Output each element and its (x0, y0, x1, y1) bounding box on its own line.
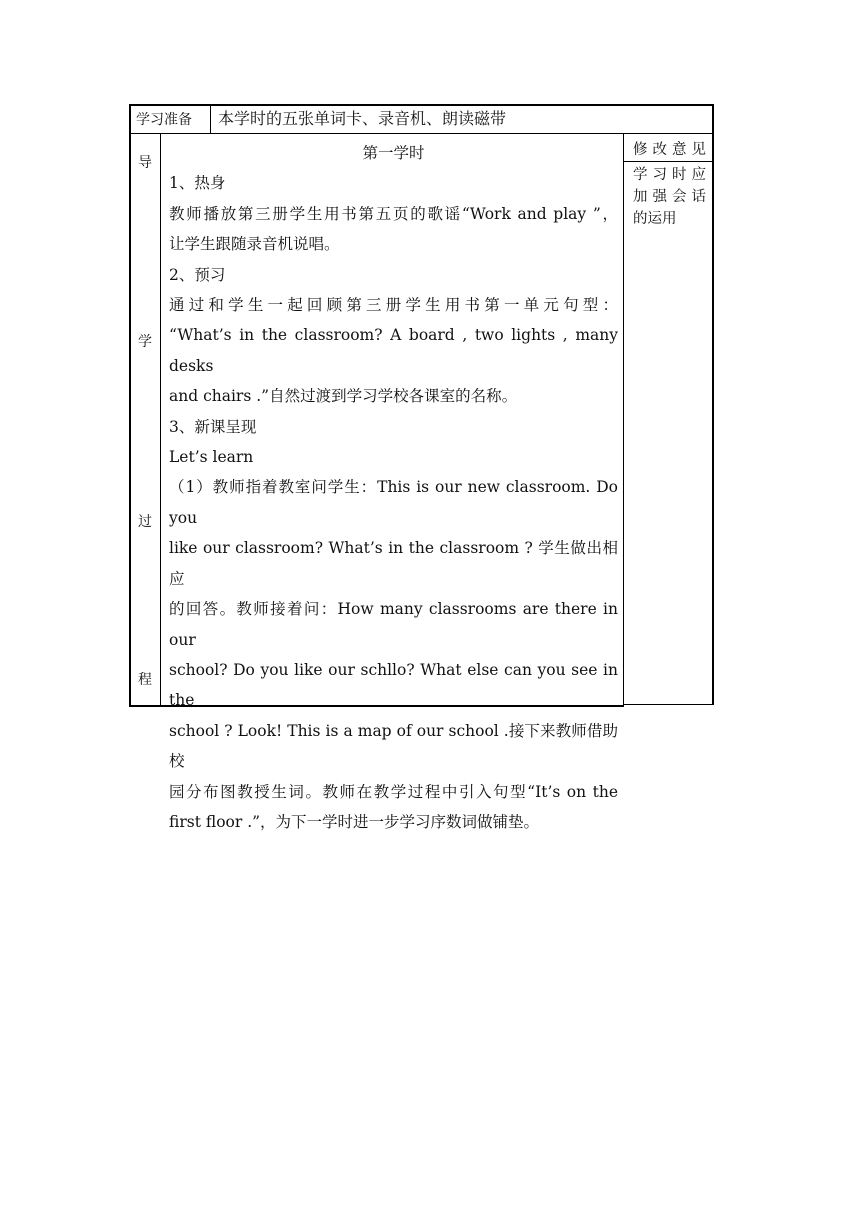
lesson-line: school ? Look! This is a map of our school .接下来教师借助校 (169, 721, 618, 771)
lesson-line: “What’s in the classroom? A board , two lights , many desks (169, 326, 618, 375)
revision-header-border (624, 161, 714, 162)
lesson-line: 3、新课呈现 (169, 417, 257, 436)
revision-header: 修改意见 (633, 142, 706, 158)
lesson-line: like our classroom? What’s in the classroom ? 学生做出相应 (169, 539, 618, 588)
revision-line: 学习时应 (633, 167, 706, 183)
table-right-border (712, 104, 714, 705)
prep-row-bottom-border (129, 133, 714, 134)
lesson-line: 园分布图教授生词。教师在教学过程中引入句型“It’s on the (169, 782, 618, 801)
lesson-line: （1）教师指着教室问学生：This is our new classroom. Do you (169, 478, 618, 527)
lesson-line: school? Do you like our schllo? What else can you see in the (169, 660, 618, 710)
revision-bottom-border (624, 704, 714, 705)
process-label-divider (160, 133, 161, 706)
lesson-line: 通过和学生一起回顾第三册学生用书第一单元句型： (169, 296, 618, 315)
lesson-line: 1、热身 (169, 174, 226, 193)
lesson-line: and chairs .”自然过渡到学习学校各课室的名称。 (169, 387, 518, 406)
revision-line: 加强会话 (633, 189, 706, 205)
lesson-line: 教师播放第三册学生用书第五页的歌谣“Work and play ”， (169, 204, 618, 223)
process-label-char: 过 (138, 514, 152, 530)
prep-label: 学习准备 (136, 112, 192, 128)
lesson-line: 的回答。教师接着问：How many classrooms are there in our (169, 600, 618, 649)
lesson-body (169, 138, 618, 837)
revision-notes (633, 164, 706, 230)
process-label-char: 程 (138, 672, 152, 688)
revision-line: 的运用 (633, 211, 677, 227)
prep-content: 本学时的五张单词卡、录音机、朗读磁带 (218, 109, 507, 128)
lesson-line: Let’s learn (169, 448, 254, 467)
lesson-line: 2、预习 (169, 265, 226, 284)
lesson-line: first floor .”，为下一学时进一步学习序数词做铺垫。 (169, 812, 540, 831)
prep-label-divider (210, 104, 211, 134)
lesson-title: 第一学时 (362, 144, 425, 162)
process-label-char: 学 (138, 334, 152, 350)
lesson-line: 让学生跟随录音机说唱。 (169, 235, 340, 254)
revision-divider (623, 133, 624, 706)
table-left-border (129, 104, 131, 707)
table-top-border (129, 104, 714, 106)
process-label-char: 导 (138, 155, 152, 171)
